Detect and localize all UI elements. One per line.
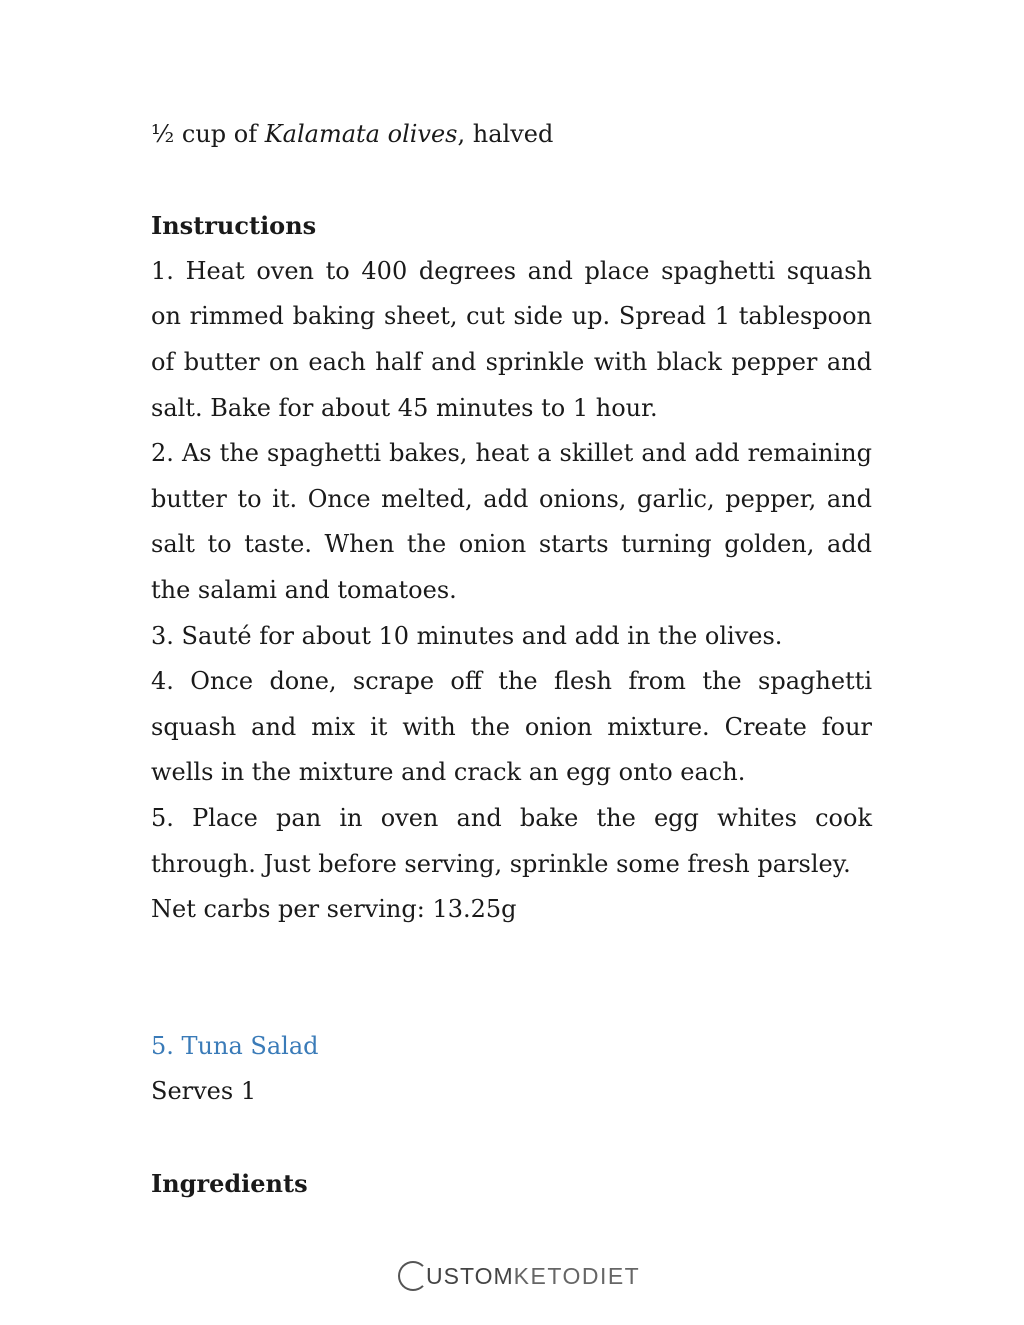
logo-custom-text: USTOM [426, 1262, 514, 1289]
instruction-step-1: 1. Heat oven to 400 degrees and place spaghetti squash on rimmed baking sheet, cut side up. Spread 1 tablespoon of butter on each half and sprinkle with black pepper and salt. Bake for about 45 minutes to 1 hour. [151, 256, 872, 422]
net-carbs: Net carbs per serving: 13.25g [151, 895, 517, 924]
instruction-step-4: 4. Once done, scrape off the flesh from the spaghetti squash and mix it with the onion mixture. Create four wells in the mixture and crack an egg onto each. [151, 667, 872, 787]
ingredient-suffix: , halved [457, 120, 554, 148]
logo-keto-text: KETODIET [513, 1262, 641, 1289]
instruction-step-5: 5. Place pan in oven and bake the egg whites cook through. Just before serving, sprinkle some fresh parsley. [151, 803, 872, 878]
servings: Serves 1 [151, 1077, 257, 1106]
instruction-step-2: 2. As the spaghetti bakes, heat a skillet and add remaining butter to it. Once melted, add onions, garlic, pepper, and salt to taste. When the onion starts turning golden, add the salami and tomatoes. [151, 439, 872, 604]
document-page [151, 112, 872, 1206]
ingredient-line [151, 112, 872, 158]
ingredients-heading: Ingredients [151, 1168, 308, 1198]
logo-c-ring-icon [398, 1261, 428, 1291]
ingredient-name: Kalamata olives [264, 120, 458, 148]
custom-keto-diet-logo [398, 1257, 640, 1295]
ingredient-prefix: ½ cup of [151, 120, 265, 148]
recipe-title: 5. Tuna Salad [151, 1031, 319, 1060]
instructions-heading: Instructions [151, 211, 317, 241]
instruction-step-3: 3. Sauté for about 10 minutes and add in the olives. [151, 621, 783, 650]
